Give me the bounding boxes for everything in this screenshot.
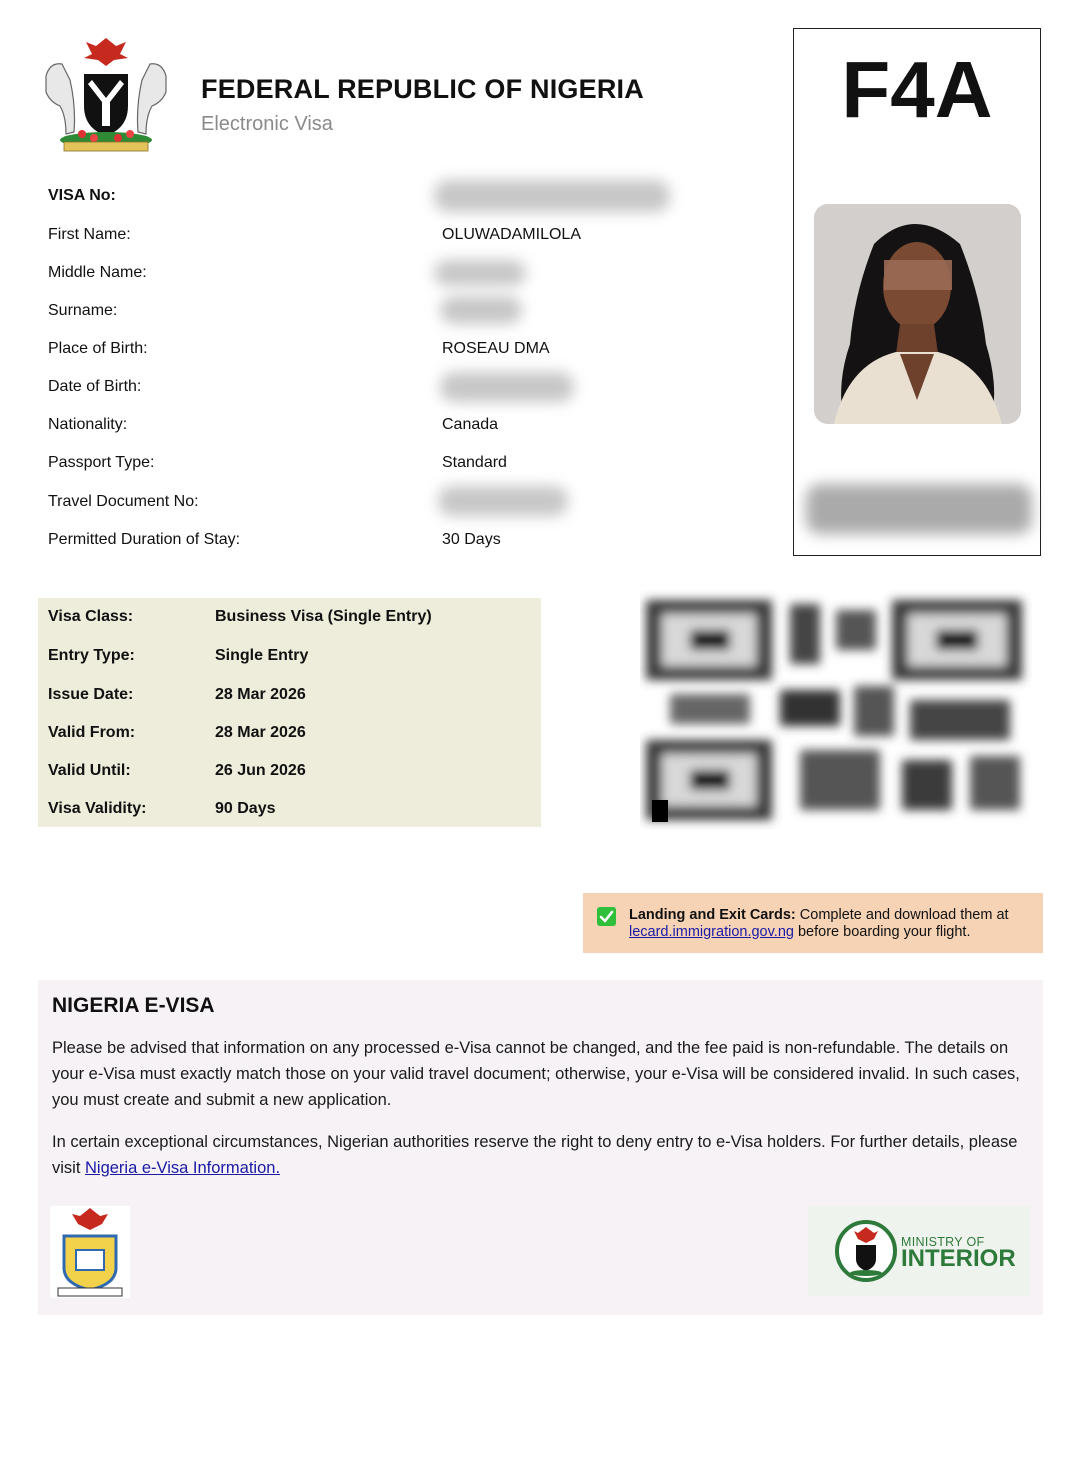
ministry-line-1: MINISTRY OF xyxy=(901,1235,985,1249)
info-panel-title: NIGERIA E-VISA xyxy=(52,994,215,1017)
surname-label: Surname: xyxy=(48,302,118,319)
place-of-birth-value: ROSEAU DMA xyxy=(442,340,550,357)
lecard-link[interactable]: lecard.immigration.gov.ng xyxy=(629,923,794,940)
page-title: FEDERAL REPUBLIC OF NIGERIA xyxy=(201,74,644,104)
nigeria-coat-of-arms-icon xyxy=(36,36,176,156)
visa-validity-label: Visa Validity: xyxy=(48,800,147,817)
notice-text-before: Complete and download them at xyxy=(795,907,1009,923)
visa-details-panel xyxy=(38,598,541,827)
travel-doc-label: Travel Document No: xyxy=(48,493,199,510)
entry-type-label: Entry Type: xyxy=(48,647,135,664)
travel-doc-redacted xyxy=(438,486,568,516)
valid-until-label: Valid Until: xyxy=(48,762,131,779)
dob-redacted xyxy=(440,372,574,402)
visa-no-label: VISA No: xyxy=(48,187,116,204)
visa-class-value: Business Visa (Single Entry) xyxy=(215,608,432,625)
applicant-photo xyxy=(814,204,1021,424)
middle-name-label: Middle Name: xyxy=(48,264,147,281)
place-of-birth-label: Place of Birth: xyxy=(48,340,148,357)
ministry-line-2: INTERIOR xyxy=(901,1245,1016,1272)
notice-text-after: before boarding your flight. xyxy=(793,923,971,940)
surname-redacted xyxy=(440,296,522,324)
valid-until-value: 26 Jun 2026 xyxy=(215,762,306,779)
landing-exit-cards-notice xyxy=(583,893,1043,953)
issue-date-label: Issue Date: xyxy=(48,686,134,703)
evisa-info-link[interactable]: Nigeria e-Visa Information. xyxy=(85,1159,281,1177)
entry-type-value: Single Entry xyxy=(215,647,309,664)
visa-validity-value: 90 Days xyxy=(215,800,276,817)
immigration-service-logo-icon xyxy=(50,1206,130,1298)
info-paragraph-2 xyxy=(52,1129,1027,1181)
info-paragraph-2-text: In certain exceptional circumstances, Nigerian authorities reserve the right to deny entry to e-Visa holders. For further details, please visit xyxy=(52,1133,1018,1177)
ministry-seal-icon xyxy=(834,1219,898,1283)
checkmark-icon xyxy=(597,907,616,926)
nationality-value: Canada xyxy=(442,416,499,433)
duration-label: Permitted Duration of Stay: xyxy=(48,531,241,548)
valid-from-label: Valid From: xyxy=(48,724,136,741)
page-subtitle: Electronic Visa xyxy=(201,113,333,135)
visa-class-label: Visa Class: xyxy=(48,608,134,625)
passport-type-label: Passport Type: xyxy=(48,454,155,471)
duration-value: 30 Days xyxy=(442,531,501,548)
qr-code-icon xyxy=(640,590,1032,830)
nationality-label: Nationality: xyxy=(48,416,128,433)
issue-date-value: 28 Mar 2026 xyxy=(215,686,306,703)
passport-type-value: Standard xyxy=(442,454,507,471)
info-paragraph-1: Please be advised that information on any processed e-Visa cannot be changed, and the fee paid is non-refundable. The details on your e-Visa must exactly match those on your valid travel document; otherwise, your e-Visa will be considered invalid. In such cases, you must create and submit a new application. xyxy=(52,1039,1020,1109)
notice-heading: Landing and Exit Cards: xyxy=(629,907,796,923)
first-name-value: OLUWADAMILOLA xyxy=(442,226,581,243)
valid-from-value: 28 Mar 2026 xyxy=(215,724,306,741)
middle-name-redacted xyxy=(434,260,526,286)
dob-label: Date of Birth: xyxy=(48,378,142,395)
visa-no-redacted xyxy=(434,180,670,212)
visa-code: F4A xyxy=(841,45,993,134)
photo-id-redacted xyxy=(806,484,1032,534)
first-name-label: First Name: xyxy=(48,226,131,243)
